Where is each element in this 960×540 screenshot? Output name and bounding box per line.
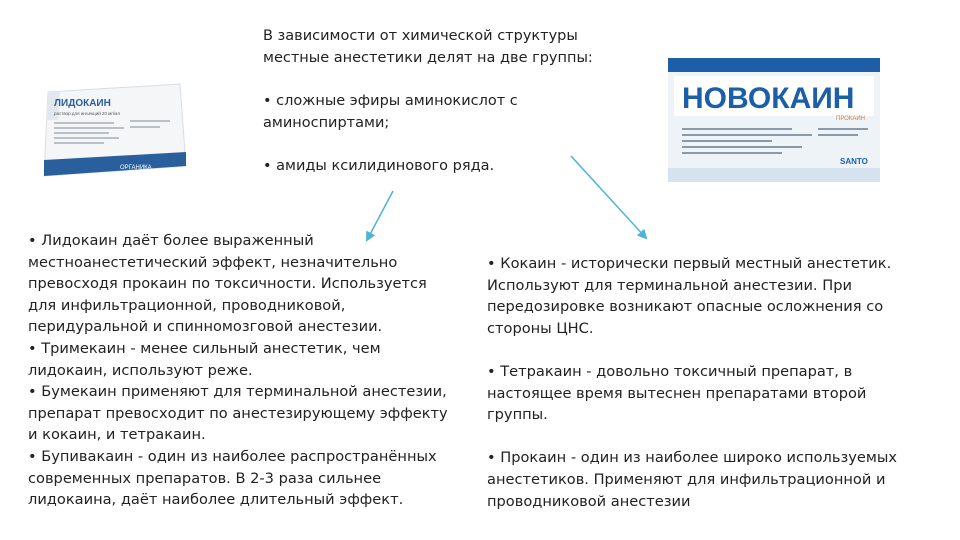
novocaine-tag-text: ПРОКАИН <box>836 116 865 122</box>
lidocaine-subtitle-text: раствор для инъекций 20 мг/мл <box>54 111 120 116</box>
intro-item-esters: • сложные эфиры аминокислот с аминоспиртами; <box>263 93 518 131</box>
lidocaine-brand-text: ЛИДОКАИН <box>54 98 111 109</box>
procaine-paragraph: • Прокаин - один из наиболее широко используемых анестетиков. Применяют для инфильтрационной и проводниковой анестезии <box>487 449 897 510</box>
tetracaine-paragraph: • Тетракаин - довольно токсичный препарат, в настоящее время вытеснен препаратами второй группы. <box>487 362 867 424</box>
amides-column <box>28 230 458 511</box>
arrow-to-esters <box>571 156 646 238</box>
cocaine-paragraph: • Кокаин - исторически первый местный анестетик. Используют для терминальной анестезии. При передозировке возникают опасные осложнения со стороны ЦНС. <box>487 255 892 337</box>
novocaine-brand-text: НОВОКАИН <box>682 82 855 115</box>
lidocaine-paragraph: • Лидокаин даёт более выраженный местноанестетический эффект, незначительно превосходя прокаин по токсичности. Используется для инфильтрационной, проводниковой, перидуральной и спинномозговой анестезии. <box>28 232 427 336</box>
bupivacaine-paragraph: • Бупивакаин - один из наиболее распространённых современных препаратов. В 2-3 раза сильнее лидокаина, даёт наиболее длительный эффект. <box>28 447 437 509</box>
trimecaine-paragraph: • Тримекаин - менее сильный анестетик, чем лидокаин, используют реже. <box>28 339 381 379</box>
novocaine-maker-text: SANTO <box>840 157 868 166</box>
lidocaine-maker-text: ОРГАНИКА <box>120 165 152 171</box>
esters-column <box>487 253 907 512</box>
intro-item-amides: • амиды ксилидинового ряда. <box>263 158 495 175</box>
bumecaine-paragraph: • Бумекаин применяют для терминальной анестезии, препарат превосходит по анестезирующему эффекту и кокаин, и тетракаин. <box>28 383 448 444</box>
intro-heading: В зависимости от химической структуры местные анестетики делят на две группы: <box>263 28 593 66</box>
